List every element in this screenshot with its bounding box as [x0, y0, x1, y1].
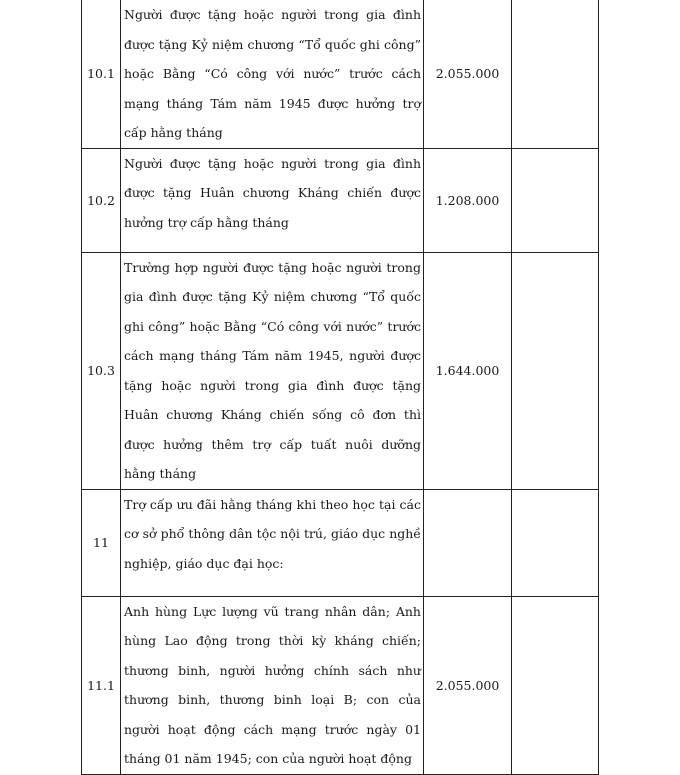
- table-row: [82, 0, 599, 148]
- row-description: Người được tặng hoặc người trong gia đình được tặng Huân chương Kháng chiến được hưởng trợ cấp hằng tháng: [121, 148, 424, 252]
- row-note: [512, 489, 599, 596]
- row-note: [512, 0, 599, 148]
- row-description: Trợ cấp ưu đãi hằng tháng khi theo học tại các cơ sở phổ thông dân tộc nội trú, giáo dục nghề nghiệp, giáo dục đại học:: [121, 489, 424, 596]
- row-number: 10.2: [82, 148, 121, 252]
- row-amount: 2.055.000: [424, 596, 512, 774]
- row-number: 10.3: [82, 252, 121, 489]
- row-number: 11: [82, 489, 121, 596]
- row-note: [512, 148, 599, 252]
- table-row: [82, 489, 599, 596]
- row-amount: 2.055.000: [424, 0, 512, 148]
- row-amount: 1.644.000: [424, 252, 512, 489]
- row-description: Người được tặng hoặc người trong gia đình được tặng Kỷ niệm chương “Tổ quốc ghi công” hoặc Bằng “Có công với nước” trước cách mạng tháng Tám năm 1945 được hưởng trợ cấp hằng tháng: [121, 0, 424, 148]
- row-note: [512, 252, 599, 489]
- row-description: Anh hùng Lực lượng vũ trang nhân dân; Anh hùng Lao động trong thời kỳ kháng chiến; thương binh, người hưởng chính sách như thương binh, thương binh loại B; con của người hoạt động cách mạng trước ngày 01 tháng 01 năm 1945; con của người hoạt động: [121, 596, 424, 774]
- row-number: 10.1: [82, 0, 121, 148]
- row-number: 11.1: [82, 596, 121, 774]
- row-description: Trường hợp người được tặng hoặc người trong gia đình được tặng Kỷ niệm chương “Tổ quốc ghi công” hoặc Bằng “Có công với nước” trước cách mạng tháng Tám năm 1945, người được tặng hoặc người trong gia đình được tặng Huân chương Kháng chiến sống cô đơn thì được hưởng thêm trợ cấp tuất nuôi dưỡng hằng tháng: [121, 252, 424, 489]
- row-amount: 1.208.000: [424, 148, 512, 252]
- row-note: [512, 596, 599, 774]
- allowance-table: [81, 0, 599, 775]
- table-row: [82, 252, 599, 489]
- row-amount: [424, 489, 512, 596]
- table-row: [82, 596, 599, 774]
- table-row: [82, 148, 599, 252]
